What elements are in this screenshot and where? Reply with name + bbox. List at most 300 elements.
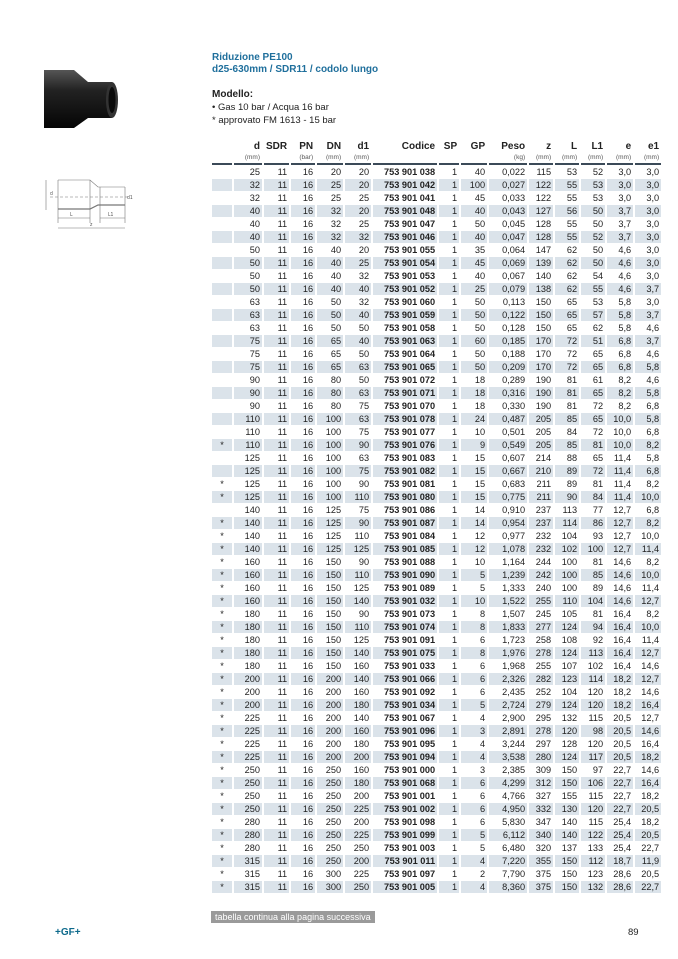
table-row bbox=[212, 296, 661, 308]
table-cell: 16 bbox=[291, 439, 315, 451]
table-cell: 1 bbox=[452, 349, 458, 359]
column-unit: (bar) bbox=[291, 153, 315, 165]
table-cell: 120 bbox=[581, 699, 605, 711]
fm-approval-mark: * bbox=[212, 517, 232, 529]
table-cell: 3,0 bbox=[646, 167, 660, 177]
fm-approval-mark bbox=[212, 192, 232, 204]
table-cell: 4,6 bbox=[646, 349, 660, 359]
table-cell: 11 bbox=[277, 583, 288, 593]
table-cell: 16 bbox=[291, 725, 315, 737]
table-cell: 81 bbox=[566, 401, 578, 411]
article-code: 753 901 078 bbox=[373, 413, 437, 425]
table-cell: 1 bbox=[439, 595, 459, 607]
table-cell: 75 bbox=[358, 401, 370, 411]
table-cell: 100 bbox=[325, 427, 342, 437]
table-cell: 278 bbox=[529, 647, 553, 659]
table-cell: 11 bbox=[264, 231, 289, 243]
table-cell: 16 bbox=[291, 543, 315, 555]
table-cell: 14 bbox=[461, 517, 487, 529]
table-cell: 40 bbox=[330, 271, 342, 281]
table-cell: 20,5 bbox=[613, 739, 632, 749]
table-cell: 0,487 bbox=[489, 413, 527, 425]
table-cell: 5,8 bbox=[646, 453, 660, 463]
table-cell: 93 bbox=[592, 531, 604, 541]
table-row bbox=[212, 868, 661, 880]
table-cell: 0,910 bbox=[502, 505, 526, 515]
table-cell: 180 bbox=[244, 609, 260, 619]
table-cell: 1 bbox=[439, 439, 459, 451]
table-cell: 85 bbox=[555, 439, 579, 451]
table-cell: 150 bbox=[555, 855, 579, 867]
table-cell: 81 bbox=[566, 375, 578, 385]
table-cell: 18 bbox=[461, 387, 487, 399]
table-cell: 1 bbox=[439, 257, 459, 269]
table-cell: 18 bbox=[474, 401, 486, 411]
fm-approval-mark bbox=[212, 348, 232, 360]
table-row bbox=[212, 387, 661, 399]
fm-approval-mark: * bbox=[220, 765, 224, 775]
article-code: 753 901 077 bbox=[384, 427, 436, 437]
article-code: 753 901 087 bbox=[373, 517, 437, 529]
table-cell: 80 bbox=[317, 387, 343, 399]
fm-approval-mark bbox=[212, 257, 232, 269]
table-cell: 1 bbox=[439, 855, 459, 867]
table-cell: 11 bbox=[264, 465, 289, 477]
table-cell: 0,043 bbox=[489, 205, 527, 217]
table-cell: 140 bbox=[345, 673, 371, 685]
table-cell: 11 bbox=[277, 219, 288, 229]
table-cell: 11 bbox=[264, 205, 289, 217]
table-cell: 130 bbox=[555, 803, 579, 815]
table-cell: 5,830 bbox=[502, 817, 526, 827]
table-cell: 147 bbox=[535, 245, 552, 255]
table-row bbox=[212, 764, 661, 776]
table-cell: 225 bbox=[353, 869, 370, 879]
table-cell: 16 bbox=[302, 271, 314, 281]
article-code: 753 901 092 bbox=[384, 687, 436, 697]
table-row bbox=[212, 491, 661, 503]
table-cell: 89 bbox=[566, 479, 578, 489]
table-cell: 16 bbox=[291, 803, 315, 815]
table-cell: 10 bbox=[474, 557, 486, 567]
table-cell: 1 bbox=[439, 491, 459, 503]
table-cell: 132 bbox=[581, 881, 605, 893]
fm-approval-mark: * bbox=[220, 531, 224, 541]
table-cell: 81 bbox=[555, 387, 579, 399]
column-header: d bbox=[253, 141, 260, 152]
fm-approval-mark bbox=[212, 179, 232, 191]
table-cell: 1 bbox=[439, 725, 459, 737]
table-cell: 16 bbox=[302, 843, 314, 853]
article-code: 753 901 068 bbox=[373, 777, 437, 789]
fm-approval-mark bbox=[212, 283, 232, 295]
table-cell: 4,950 bbox=[489, 803, 527, 815]
table-cell: 11 bbox=[264, 777, 289, 789]
table-cell: 110 bbox=[555, 595, 579, 607]
table-cell: 50 bbox=[581, 257, 605, 269]
column-unit: (mm) bbox=[317, 153, 343, 165]
table-cell: 18,2 bbox=[635, 751, 661, 763]
table-cell: 50 bbox=[358, 323, 370, 333]
article-code: 753 901 095 bbox=[384, 739, 436, 749]
table-cell: 16 bbox=[302, 349, 314, 359]
table-cell: 4,299 bbox=[489, 777, 527, 789]
table-cell: 297 bbox=[535, 739, 552, 749]
table-cell: 250 bbox=[325, 765, 342, 775]
article-code: 753 901 005 bbox=[373, 881, 437, 893]
table-cell: 16,4 bbox=[613, 609, 632, 619]
table-cell: 250 bbox=[234, 803, 262, 815]
table-row bbox=[212, 283, 661, 295]
column-header: Peso bbox=[501, 141, 526, 152]
table-cell: 90 bbox=[555, 491, 579, 503]
table-cell: 155 bbox=[561, 791, 578, 801]
table-cell: 2,724 bbox=[489, 699, 527, 711]
table-cell: 4,6 bbox=[607, 283, 633, 295]
table-cell: 50 bbox=[474, 349, 486, 359]
table-cell: 125 bbox=[353, 583, 370, 593]
table-cell: 232 bbox=[529, 543, 553, 555]
table-cell: 25,4 bbox=[613, 817, 632, 827]
table-cell: 24 bbox=[461, 413, 487, 425]
article-code: 753 901 091 bbox=[384, 635, 436, 645]
table-cell: 6 bbox=[461, 777, 487, 789]
table-cell: 237 bbox=[529, 517, 553, 529]
table-cell: 2,891 bbox=[489, 725, 527, 737]
table-cell: 11 bbox=[264, 361, 289, 373]
table-cell: 150 bbox=[535, 323, 552, 333]
table-cell: 180 bbox=[353, 739, 370, 749]
table-cell: 75 bbox=[358, 505, 370, 515]
table-cell: 347 bbox=[535, 817, 552, 827]
table-cell: 1 bbox=[452, 167, 458, 177]
fm-approval-mark bbox=[212, 309, 232, 321]
table-cell: 52 bbox=[581, 231, 605, 243]
table-row bbox=[212, 582, 661, 594]
table-cell: 16 bbox=[302, 219, 314, 229]
table-cell: 16 bbox=[291, 569, 315, 581]
table-cell: 11 bbox=[264, 309, 289, 321]
column-unit bbox=[439, 153, 459, 165]
table-cell: 11 bbox=[277, 661, 288, 671]
table-cell: 12 bbox=[474, 531, 486, 541]
article-code: 753 901 047 bbox=[384, 219, 436, 229]
table-cell: 50 bbox=[330, 297, 342, 307]
table-cell: 2,900 bbox=[502, 713, 526, 723]
article-code: 753 901 033 bbox=[384, 661, 436, 671]
table-cell: 140 bbox=[234, 543, 262, 555]
table-cell: 11 bbox=[264, 855, 289, 867]
table-cell: 50 bbox=[474, 219, 486, 229]
table-cell: 16 bbox=[291, 465, 315, 477]
table-cell: 3,0 bbox=[635, 231, 661, 243]
table-cell: 255 bbox=[535, 661, 552, 671]
table-cell: 6,8 bbox=[646, 427, 660, 437]
table-cell: 2,385 bbox=[502, 765, 526, 775]
table-cell: 1,239 bbox=[489, 569, 527, 581]
table-cell: 5,8 bbox=[618, 323, 632, 333]
table-cell: 6,8 bbox=[635, 465, 661, 477]
table-cell: 315 bbox=[234, 881, 262, 893]
column-header: SDR bbox=[266, 141, 288, 152]
fm-approval-mark bbox=[212, 387, 232, 399]
table-cell: 3,244 bbox=[502, 739, 526, 749]
article-code: 753 901 080 bbox=[373, 491, 437, 503]
table-cell: 16 bbox=[291, 361, 315, 373]
table-cell: 3,7 bbox=[607, 205, 633, 217]
table-cell: 124 bbox=[555, 647, 579, 659]
table-cell: 11 bbox=[277, 323, 288, 333]
article-code: 753 901 054 bbox=[373, 257, 437, 269]
table-cell: 75 bbox=[345, 465, 371, 477]
table-cell: 160 bbox=[353, 765, 370, 775]
table-cell: 40 bbox=[249, 219, 260, 229]
column-unit: (mm) bbox=[555, 153, 579, 165]
table-cell: 225 bbox=[234, 751, 262, 763]
table-cell: 11 bbox=[277, 167, 288, 177]
table-cell: 1 bbox=[439, 231, 459, 243]
table-cell: 180 bbox=[234, 647, 262, 659]
table-cell: 6,480 bbox=[502, 843, 526, 853]
article-code: 753 901 046 bbox=[373, 231, 437, 243]
table-cell: 81 bbox=[581, 439, 605, 451]
table-cell: 25 bbox=[330, 193, 342, 203]
table-cell: 127 bbox=[529, 205, 553, 217]
table-cell: 55 bbox=[566, 193, 578, 203]
dim-L1: L1 bbox=[108, 212, 114, 218]
table-cell: 0,033 bbox=[502, 193, 526, 203]
table-cell: 16 bbox=[302, 765, 314, 775]
table-cell: 0,954 bbox=[489, 517, 527, 529]
table-cell: 50 bbox=[474, 323, 486, 333]
dim-L: L bbox=[70, 212, 73, 218]
table-cell: 104 bbox=[581, 595, 605, 607]
table-cell: 205 bbox=[529, 439, 553, 451]
article-code: 753 901 066 bbox=[373, 673, 437, 685]
table-cell: 250 bbox=[317, 803, 343, 815]
table-cell: 110 bbox=[245, 427, 260, 437]
table-cell: 11 bbox=[264, 491, 289, 503]
table-cell: 72 bbox=[592, 427, 604, 437]
table-cell: 225 bbox=[345, 829, 371, 841]
table-cell: 279 bbox=[529, 699, 553, 711]
table-cell: 11,4 bbox=[635, 543, 661, 555]
fm-approval-mark: * bbox=[212, 647, 232, 659]
table-cell: 11 bbox=[277, 687, 288, 697]
fm-approval-mark: * bbox=[212, 699, 232, 711]
table-cell: 65 bbox=[317, 361, 343, 373]
article-code: 753 901 071 bbox=[373, 387, 437, 399]
table-cell: 225 bbox=[244, 713, 260, 723]
table-cell: 0,316 bbox=[489, 387, 527, 399]
table-cell: 210 bbox=[529, 465, 553, 477]
table-cell: 16,4 bbox=[607, 647, 633, 659]
table-cell: 11 bbox=[264, 751, 289, 763]
article-code: 753 901 097 bbox=[384, 869, 436, 879]
table-cell: 22,7 bbox=[607, 777, 633, 789]
table-cell: 54 bbox=[592, 271, 604, 281]
table-cell: 53 bbox=[581, 179, 605, 191]
table-cell: 150 bbox=[555, 881, 579, 893]
table-cell: 16 bbox=[302, 557, 314, 567]
table-cell: 6,8 bbox=[646, 401, 660, 411]
table-cell: 14,6 bbox=[641, 765, 660, 775]
fm-approval-mark: * bbox=[212, 621, 232, 633]
table-cell: 205 bbox=[529, 413, 553, 425]
table-row bbox=[212, 322, 661, 334]
table-cell: 1,522 bbox=[489, 595, 527, 607]
table-cell: 92 bbox=[592, 635, 604, 645]
table-cell: 22,7 bbox=[613, 791, 632, 801]
table-cell: 50 bbox=[461, 361, 487, 373]
table-cell: 200 bbox=[325, 687, 342, 697]
table-cell: 125 bbox=[325, 505, 342, 515]
table-cell: 1,164 bbox=[502, 557, 526, 567]
table-cell: 315 bbox=[234, 855, 262, 867]
fm-approval-mark: * bbox=[220, 817, 224, 827]
table-row bbox=[212, 855, 661, 867]
table-cell: 20 bbox=[345, 179, 371, 191]
table-cell: 50 bbox=[358, 375, 370, 385]
table-cell: 280 bbox=[244, 843, 260, 853]
table-cell: 375 bbox=[529, 881, 553, 893]
table-cell: 32 bbox=[358, 271, 370, 281]
article-code: 753 901 090 bbox=[373, 569, 437, 581]
table-cell: 11 bbox=[277, 791, 288, 801]
table-cell: 11 bbox=[264, 699, 289, 711]
table-cell: 90 bbox=[249, 401, 260, 411]
table-cell: 108 bbox=[561, 635, 578, 645]
table-row bbox=[212, 816, 661, 828]
table-cell: 10 bbox=[461, 595, 487, 607]
table-cell: 250 bbox=[317, 777, 343, 789]
table-cell: 211 bbox=[536, 479, 552, 489]
table-cell: 32 bbox=[317, 205, 343, 217]
table-cell: 280 bbox=[244, 817, 260, 827]
column-unit bbox=[373, 153, 437, 165]
table-cell: 16 bbox=[291, 179, 315, 191]
table-cell: 315 bbox=[244, 869, 260, 879]
table-cell: 11 bbox=[264, 803, 289, 815]
article-code: 753 901 052 bbox=[373, 283, 437, 295]
table-cell: 170 bbox=[529, 361, 553, 373]
table-cell: 50 bbox=[474, 297, 486, 307]
table-cell: 11,4 bbox=[607, 491, 633, 503]
column-unit bbox=[461, 153, 487, 165]
table-cell: 300 bbox=[325, 869, 342, 879]
table-cell: 4 bbox=[461, 751, 487, 763]
table-cell: 100 bbox=[325, 453, 342, 463]
table-cell: 18,2 bbox=[607, 673, 633, 685]
table-cell: 3,0 bbox=[646, 245, 660, 255]
table-cell: 11 bbox=[264, 647, 289, 659]
table-cell: 150 bbox=[325, 635, 342, 645]
table-cell: 5,8 bbox=[635, 387, 661, 399]
table-cell: 1 bbox=[452, 453, 458, 463]
product-subtitle: d25-630mm / SDR11 / codolo lungo bbox=[212, 64, 379, 75]
fm-approval-mark bbox=[212, 335, 232, 347]
table-cell: 0,209 bbox=[489, 361, 527, 373]
table-cell: 1 bbox=[439, 569, 459, 581]
article-code: 753 901 064 bbox=[384, 349, 436, 359]
table-cell: 0,045 bbox=[502, 219, 526, 229]
table-cell: 20,5 bbox=[635, 829, 661, 841]
table-cell: 200 bbox=[234, 699, 262, 711]
table-cell: 258 bbox=[535, 635, 552, 645]
table-cell: 1 bbox=[452, 739, 458, 749]
table-cell: 98 bbox=[581, 725, 605, 737]
table-cell: 3,0 bbox=[646, 271, 660, 281]
article-code: 753 901 083 bbox=[384, 453, 436, 463]
table-cell: 81 bbox=[592, 557, 604, 567]
table-cell: 25 bbox=[345, 257, 371, 269]
table-cell: 123 bbox=[587, 869, 604, 879]
table-cell: 4 bbox=[461, 855, 487, 867]
article-code: 753 901 053 bbox=[384, 271, 436, 281]
table-cell: 0,185 bbox=[489, 335, 527, 347]
table-cell: 100 bbox=[317, 439, 343, 451]
column-unit: (mm) bbox=[234, 153, 262, 165]
table-cell: 1,976 bbox=[489, 647, 527, 659]
table-cell: 10,0 bbox=[607, 439, 633, 451]
fm-approval-mark bbox=[212, 166, 232, 178]
table-cell: 11 bbox=[264, 725, 289, 737]
table-cell: 12,7 bbox=[641, 713, 660, 723]
fm-approval-mark: * bbox=[212, 725, 232, 737]
table-cell: 3,7 bbox=[607, 231, 633, 243]
table-cell: 11 bbox=[264, 621, 289, 633]
table-cell: 16,4 bbox=[635, 777, 661, 789]
table-cell: 3,7 bbox=[635, 335, 661, 347]
table-cell: 25 bbox=[317, 179, 343, 191]
table-cell: 16 bbox=[291, 491, 315, 503]
table-cell: 6 bbox=[480, 661, 486, 671]
table-cell: 150 bbox=[325, 557, 342, 567]
table-cell: 280 bbox=[529, 751, 553, 763]
table-cell: 1 bbox=[452, 297, 458, 307]
table-cell: 106 bbox=[581, 777, 605, 789]
table-cell: 1 bbox=[452, 245, 458, 255]
gf-logo: +GF+ bbox=[55, 927, 81, 938]
table-cell: 1 bbox=[439, 413, 459, 425]
column-header: e1 bbox=[648, 141, 660, 152]
table-cell: 18 bbox=[474, 375, 486, 385]
column-unit: (kg) bbox=[489, 153, 527, 165]
table-cell: 11 bbox=[277, 271, 288, 281]
table-cell: 1 bbox=[452, 323, 458, 333]
table-cell: 120 bbox=[587, 739, 604, 749]
table-cell: 6 bbox=[480, 687, 486, 697]
article-code: 753 901 048 bbox=[373, 205, 437, 217]
fm-approval-mark bbox=[212, 452, 232, 464]
table-cell: 16 bbox=[302, 167, 314, 177]
table-cell: 11 bbox=[277, 557, 288, 567]
table-cell: 140 bbox=[345, 647, 371, 659]
table-cell: 65 bbox=[330, 349, 342, 359]
table-cell: 190 bbox=[535, 375, 552, 385]
table-cell: 1 bbox=[452, 635, 458, 645]
table-cell: 77 bbox=[592, 505, 604, 515]
table-cell: 32 bbox=[234, 179, 262, 191]
table-row bbox=[212, 257, 661, 269]
table-cell: 125 bbox=[317, 517, 343, 529]
table-cell: 16 bbox=[302, 869, 314, 879]
table-cell: 100 bbox=[561, 583, 578, 593]
table-cell: 11 bbox=[277, 427, 288, 437]
table-cell: 16,4 bbox=[613, 635, 632, 645]
fm-approval-mark: * bbox=[220, 687, 224, 697]
model-line-2: * approvato FM 1613 - 15 bar bbox=[212, 115, 337, 126]
